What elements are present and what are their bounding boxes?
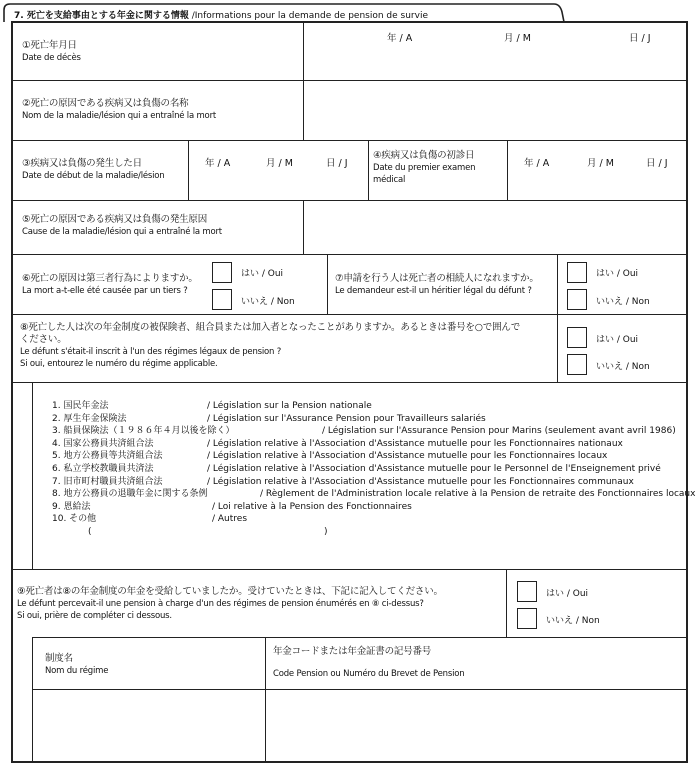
table-col2-header: 年金コードまたは年金証書の記号番号 Code Pension ou Numéro du Brevet de Pension [273, 646, 465, 679]
regime-item[interactable]: 1. 国民年金法 [52, 401, 109, 411]
q4-month: 月 / M [587, 158, 614, 169]
q6-no-checkbox[interactable] [212, 289, 232, 310]
q1-day: 日 / J [629, 33, 651, 44]
other-paren-close: ) [324, 526, 328, 537]
section-title: 7. 死亡を支給事由とする年金に関する情報 /Informations pour la demande de pension de survie [14, 11, 428, 21]
q8-yes-checkbox[interactable] [567, 327, 587, 348]
regime-list: 1. 国民年金法 / Législation sur la Pension nationale 2. 厚生年金保険法 / Législation sur l'Assurance Pension pour Travailleurs salariés 3. 船員保険法（１９８６年４月以後を除く） / Législation sur l'Assurance Pension pour Marins (seulement avant avril 1986) 4. 国家公務員共済組合法 / Législation relative à l'Association d'Assistance mutuelle pour les Fonctionnaires nationaux 5. 地方公務員等共済組合法 / Législation relative à l'Association d'Assistance mutuelle pour les Fonctionnaires locaux 6. 私立学校教職員共済法 / Législation relative à l'Association d'Assistance mutuelle pour le Personnel de l'Enseignement privé 7. 旧市町村職員共済組合法 / Législation relative à l'Association d'Assistance mutuelle pour les Fonctionnaires communaux 8. 地方公務員の退職年金に関する条例 / Règlement de l'Administration locale relative à la Pension de retraite des Fonctionnaires locaux 9. 恩給法 / Loi relative à la Pension des Fonctionnaires 10. その他 / Autres ( ) [52, 401, 696, 537]
regime-item[interactable]: 7. 旧市町村職員共済組合法 [52, 476, 163, 487]
regime-item[interactable]: 2. 厚生年金保険法 [52, 413, 127, 424]
q6-no-label: いいえ / Non [241, 297, 295, 307]
q9-label: ⑨死亡者は⑧の年金制度の年金を受給していましたか。受けていたときは、下記に記入してください。 Le défunt percevait-il une pension à charge d'un des régimes de pension énumérés en ⑧ ci-dessus? Si oui, prière de compléter ci dessous. [17, 586, 443, 621]
pension-code-field[interactable] [267, 691, 685, 760]
q6-yes-label: はい / Oui [241, 269, 284, 279]
q7-label: ⑦申請を行う人は死亡者の相続人になれますか。 Le demandeur est-il un héritier légal du défunt ? [335, 273, 539, 296]
frame-top [11, 21, 688, 23]
frame-left [11, 21, 13, 763]
q2-disease-field[interactable] [305, 82, 685, 138]
frame-bottom [11, 761, 688, 763]
regime-item[interactable]: 3. 船員保険法（１９８６年４月以後を除く） [52, 426, 235, 437]
frame-right [686, 21, 688, 763]
other-paren-open: ( [88, 526, 92, 537]
regime-item[interactable]: 4. 国家公務員共済組合法 [52, 438, 154, 449]
q3-label: ③疾病又は負傷の発生した日 Date de début de la maladie/lésion [22, 158, 165, 181]
q8-no-checkbox[interactable] [567, 354, 587, 375]
q9-yes-checkbox[interactable] [517, 581, 537, 602]
q7-yes-checkbox[interactable] [567, 262, 587, 283]
q9-yes-label: はい / Oui [546, 589, 589, 599]
table-col1-header: 制度名 Nom du régime [45, 653, 109, 676]
q9-no-checkbox[interactable] [517, 608, 537, 629]
regime-item[interactable]: 6. 私立学校教職員共済法 [52, 463, 154, 474]
q5-label: ⑤死亡の原因である疾病又は負傷の発生原因 Cause de la maladie/lésion qui a entraîné la mort [22, 214, 222, 237]
q1-month: 月 / M [504, 33, 531, 44]
regime-name-field[interactable] [34, 691, 264, 760]
q3-month: 月 / M [266, 158, 293, 169]
q4-day: 日 / J [646, 158, 668, 169]
q4-year: 年 / A [524, 158, 550, 169]
q2-label: ②死亡の原因である疾病又は負傷の名称 Nom de la maladie/lésion qui a entraîné la mort [22, 98, 216, 121]
q6-yes-checkbox[interactable] [212, 262, 232, 283]
q5-cause-field[interactable] [305, 202, 685, 252]
q3-day: 日 / J [326, 158, 348, 169]
q6-label: ⑥死亡の原因は第三者行為によりますか。 La mort a-t-elle été causée par un tiers ? [22, 273, 198, 296]
q7-no-label: いいえ / Non [596, 297, 650, 307]
q8-label: ⑧死亡した人は次の年金制度の被保険者、組合員または加入者となったことがありますか。あるときは番号を○で囲んで ください。 Le défunt s'était-il inscrit à l'un des régimes légaux de pension ? Si oui, entourez le numéro du régime applicable. [20, 322, 521, 369]
q8-yes-label: はい / Oui [596, 335, 639, 345]
regime-item[interactable]: 5. 地方公務員等共済組合法 [52, 451, 163, 462]
q4-label: ④疾病又は負傷の初診日 Date du premier examen médical [373, 150, 476, 185]
q1-label: ①死亡年月日 Date de décès [22, 40, 81, 63]
regime-item[interactable]: 9. 恩給法 [52, 501, 91, 512]
q9-no-label: いいえ / Non [546, 616, 600, 626]
q1-date-field[interactable] [305, 46, 685, 78]
q3-year: 年 / A [205, 158, 231, 169]
q7-yes-label: はい / Oui [596, 269, 639, 279]
q1-year: 年 / A [387, 33, 413, 44]
regime-item[interactable]: 10. その他 [52, 514, 97, 525]
regime-item[interactable]: 8. 地方公務員の退職年金に関する条例 [52, 489, 208, 500]
q3-date-field[interactable] [190, 172, 366, 198]
q7-no-checkbox[interactable] [567, 289, 587, 310]
q8-no-label: いいえ / Non [596, 362, 650, 372]
other-regime-field[interactable] [90, 524, 315, 538]
q4-date-field[interactable] [509, 172, 685, 198]
